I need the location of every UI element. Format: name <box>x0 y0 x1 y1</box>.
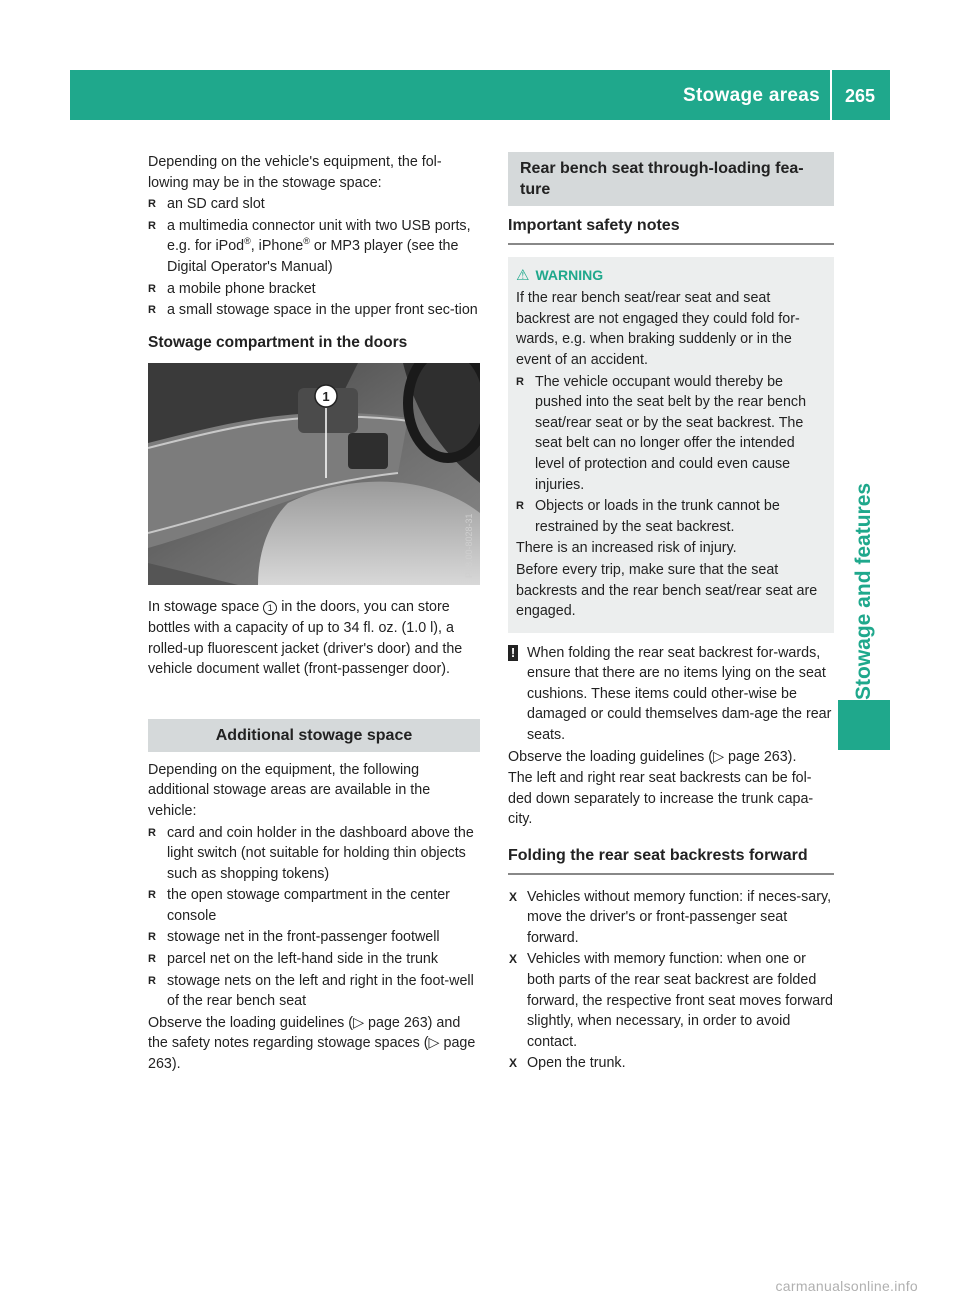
list-item: R the open stowage compartment in the center console <box>148 885 480 926</box>
list-item: R The vehicle occupant would thereby be pushed into the seat belt by the rear bench seat/rear seat or by the seat backrest. The seat belt can no longer offer the intended level of protection and could even cause injuries. <box>516 372 826 496</box>
list-item: R card and coin holder in the dashboard above the light switch (not suitable for holding thin objects such as shopping tokens) <box>148 823 480 885</box>
page-header <box>70 70 890 120</box>
header-title: Stowage areas <box>683 85 820 106</box>
additional-intro: Depending on the equipment, the following additional stowage areas are available in the vehicle: <box>148 761 431 819</box>
list-item: R stowage net in the front-passenger footwell <box>148 927 480 948</box>
page-ref-link[interactable]: page 263). <box>728 748 797 765</box>
split-backrest-text: The left and right rear seat backrests can be fol-ded down separately to increase the trunk capa-city. <box>508 770 814 828</box>
page-ref-arrow-icon: ▷ <box>428 1035 440 1052</box>
registered-mark: ® <box>303 236 310 247</box>
exclamation-icon: ! <box>508 645 518 661</box>
step-item: X Vehicles without memory function: if neces-sary, move the driver's or front-passenger seat forward. <box>508 887 834 949</box>
list-item-text: a multimedia connector unit with two USB ports, e.g. for iPod <box>167 217 471 255</box>
page-ref-arrow-icon: ▷ <box>353 1014 365 1031</box>
doors-heading: Stowage compartment in the doors <box>148 333 408 351</box>
list-item: R stowage nets on the left and right in the foot-well of the rear bench seat <box>148 971 480 1012</box>
warning-risk: There is an increased risk of injury. <box>516 540 737 557</box>
note-text: When folding the rear seat backrest for-wards, ensure that there are no items lying on the seat cushions. These items could other-wise be damaged or could themselves dam-age the rear seats. <box>527 644 832 744</box>
list-item-text: or MP3 player (see the Digital Operator's Manual) <box>167 238 459 275</box>
list-item: R parcel net on the left-hand side in the trunk <box>148 949 480 970</box>
warning-label: WARNING <box>535 266 604 283</box>
step-item: X Vehicles with memory function: when one or both parts of the rear seat backrest are folded forward, the respective front seat moves forward slightly, when necessary, in order to avoid contact. <box>508 949 834 1052</box>
list-item: R Objects or loads in the trunk cannot be restrained by the seat backrest. <box>516 496 826 537</box>
callout-1-icon: 1 <box>263 601 277 615</box>
observe-guidelines <box>148 1013 480 1075</box>
folding-heading: Folding the rear seat backrests forward <box>508 836 834 875</box>
list-item <box>148 216 480 278</box>
side-tab-marker <box>838 700 890 750</box>
list-item: R an SD card slot <box>148 194 480 215</box>
left-column <box>148 152 480 1076</box>
through-loading-heading: Rear bench seat through-loading fea-ture <box>508 152 834 206</box>
stowage-intro: Depending on the vehicle's equipment, the fol-lowing may be in the stowage space: <box>148 154 442 191</box>
photo-code: P68.00-8028-31 <box>464 513 474 579</box>
page-number: 265 <box>844 86 876 106</box>
photo-callout-number: 1 <box>322 389 330 405</box>
observe-guidelines <box>508 747 834 768</box>
side-tab-label: Stowage and features <box>852 482 875 700</box>
page-ref-link[interactable]: page 263). <box>148 1035 476 1073</box>
warning-box <box>508 257 834 633</box>
doors-text-part: in the doors, you can store bottles with a capacity of up to 34 fl. oz. (1.0 l), a rolled-up fluorescent jacket (driver's door) and the vehicle document wallet (front-passenger door). <box>148 599 463 678</box>
warning-before-trip: Before every trip, make sure that the seat backrests and the rear bench seat/rear seat are engaged. <box>516 561 818 620</box>
warning-triangle-icon: ⚠ <box>516 266 530 284</box>
spacer <box>148 681 480 719</box>
right-column <box>508 152 834 1075</box>
observe-text: Observe the loading guidelines ( <box>148 1014 354 1031</box>
page-ref-arrow-icon: ▷ <box>713 748 725 765</box>
watermark: carmanualsonline.info <box>775 1278 918 1294</box>
door-photo-illustration <box>148 363 480 585</box>
warning-text: If the rear bench seat/rear seat and seat backrest are not engaged they could fold for-wards, e.g. when braking suddenly or in the event of an accident. <box>516 290 800 368</box>
doors-text <box>148 597 480 679</box>
observe-text: Observe the loading guidelines ( <box>508 748 714 765</box>
header-divider <box>830 70 832 120</box>
list-item: R a mobile phone bracket <box>148 279 480 300</box>
page-ref-link[interactable]: page 263) and the safety notes regarding stowage spaces ( <box>148 1014 461 1052</box>
note-block <box>508 643 834 746</box>
list-item: R a small stowage space in the upper front sec-tion <box>148 300 480 321</box>
safety-notes-heading: Important safety notes <box>508 206 834 245</box>
door-stowage-photo <box>148 363 480 585</box>
additional-stowage-heading: Additional stowage space <box>148 719 480 752</box>
list-item-text: , iPhone <box>250 238 304 255</box>
spacer <box>148 752 480 760</box>
side-tab <box>838 150 890 700</box>
warning-header <box>516 265 826 287</box>
registered-mark: ® <box>244 236 251 247</box>
doors-text-part: In stowage space <box>148 599 264 616</box>
step-item: X Open the trunk. <box>508 1053 834 1074</box>
